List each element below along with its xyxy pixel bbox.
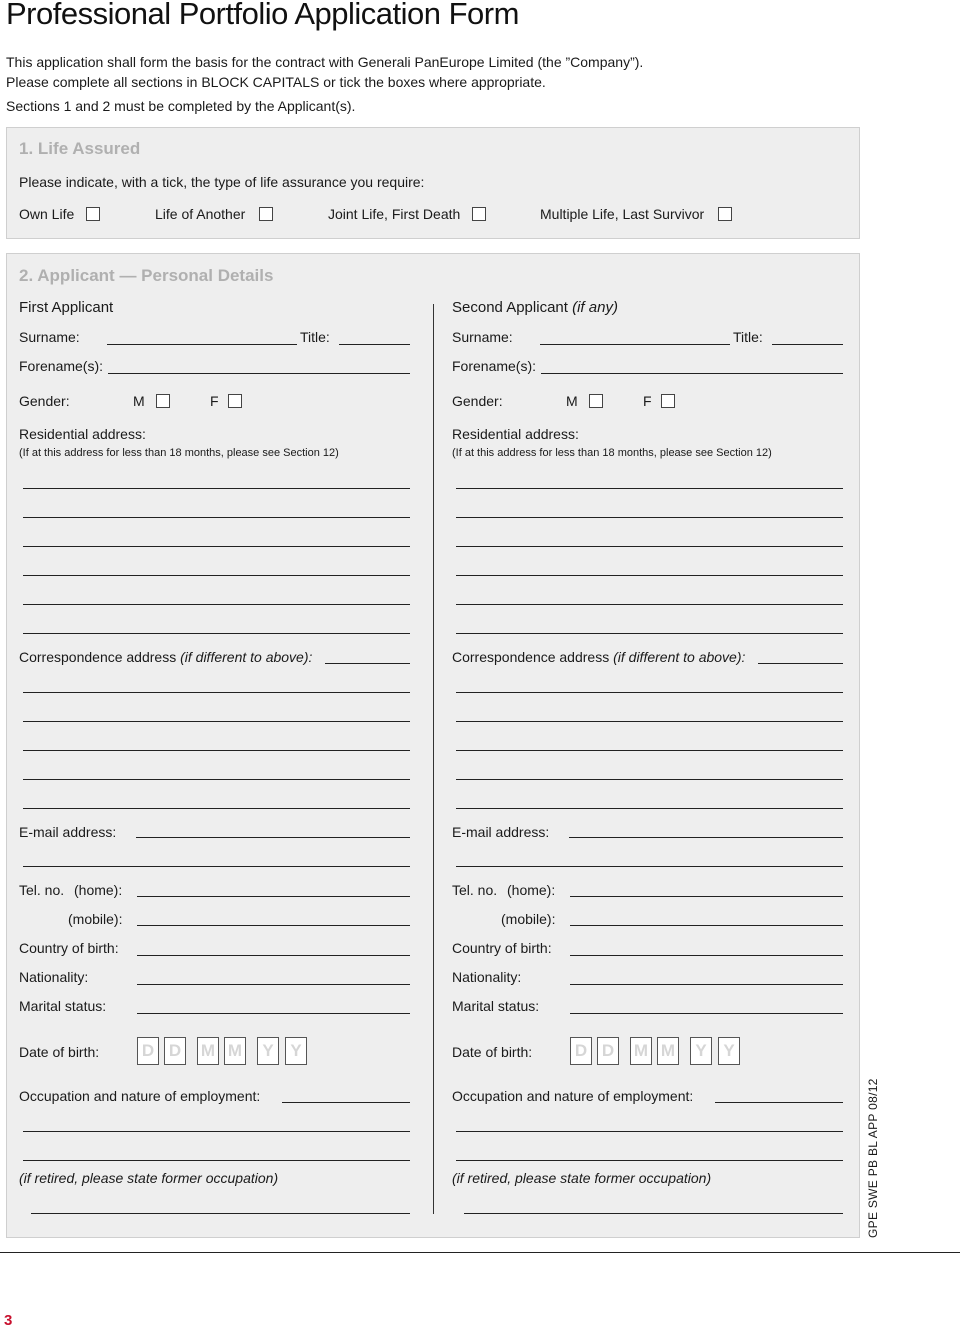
section-applicant-personal-details (6, 253, 860, 1238)
second-residential-note: (If at this address for less than 18 months, please see Section 12) (452, 447, 772, 459)
section-life-assured (6, 127, 860, 239)
own-life-label: Own Life (19, 206, 75, 222)
first-occupation-line-3[interactable] (23, 1160, 410, 1161)
second-marital-status-field[interactable] (570, 1013, 843, 1014)
intro-line-1: This application shall form the basis for the contract with Generali PanEurope Limited (the ”Company”). (6, 54, 644, 70)
second-dob-label: Date of birth: (452, 1044, 533, 1060)
first-dob-day-2[interactable]: D (164, 1037, 186, 1065)
page-number: 3 (4, 1312, 13, 1329)
second-tel-home-field[interactable] (570, 896, 843, 897)
first-residential-line-2[interactable] (23, 517, 410, 518)
first-tel-label: Tel. no. (19, 882, 65, 898)
second-email-line-2[interactable] (456, 866, 843, 867)
second-residential-line-6[interactable] (456, 633, 843, 634)
second-title-field[interactable] (772, 344, 843, 345)
second-tel-mobile-field[interactable] (570, 925, 843, 926)
footer-rule (0, 1252, 960, 1253)
first-tel-mobile-label: (mobile): (68, 911, 123, 927)
second-occupation-line-2[interactable] (456, 1131, 843, 1132)
first-dob-year-1[interactable]: Y (257, 1037, 279, 1065)
second-dob-year-1[interactable]: Y (690, 1037, 712, 1065)
joint-life-first-death-label: Joint Life, First Death (328, 206, 461, 222)
second-retired-note (452, 1170, 711, 1186)
second-tel-mobile-label: (mobile): (501, 911, 556, 927)
second-correspondence-text: Correspondence address (452, 649, 610, 665)
first-dob-label: Date of birth: (19, 1044, 100, 1060)
first-marital-status-label: Marital status: (19, 998, 107, 1014)
second-gender-female-checkbox[interactable] (661, 394, 675, 408)
first-former-occupation-field[interactable] (31, 1213, 410, 1214)
second-residential-label: Residential address: (452, 426, 579, 442)
first-correspondence-line-2[interactable] (23, 721, 410, 722)
first-gender-female-checkbox[interactable] (228, 394, 242, 408)
second-residential-line-3[interactable] (456, 546, 843, 547)
first-retired-note-text: (if retired, please state former occupation) (19, 1170, 279, 1186)
second-marital-status-label: Marital status: (452, 998, 540, 1014)
second-gender-label: Gender: (452, 393, 503, 409)
first-correspondence-field[interactable] (325, 663, 410, 664)
second-applicant-note: (if any) (572, 299, 618, 316)
second-dob-day-1[interactable]: D (570, 1037, 592, 1065)
second-tel-label: Tel. no. (452, 882, 498, 898)
first-email-label: E-mail address: (19, 824, 117, 840)
first-surname-field[interactable] (107, 344, 297, 345)
first-residential-line-5[interactable] (23, 604, 410, 605)
first-gender-label: Gender: (19, 393, 70, 409)
first-residential-line-4[interactable] (23, 575, 410, 576)
first-dob-month-1[interactable]: M (197, 1037, 219, 1065)
second-surname-field[interactable] (540, 344, 730, 345)
first-forenames-field[interactable] (108, 373, 410, 374)
second-correspondence-note: (if different to above): (613, 649, 746, 665)
joint-life-first-death-checkbox[interactable] (472, 207, 486, 221)
first-retired-note (19, 1170, 278, 1186)
intro-line-2: Please complete all sections in BLOCK CAPITALS or tick the boxes where appropriate. (6, 74, 546, 90)
first-occupation-label: Occupation and nature of employment: (19, 1088, 261, 1104)
second-country-of-birth-field[interactable] (570, 955, 843, 956)
second-country-of-birth-label: Country of birth: (452, 940, 552, 956)
first-country-of-birth-label: Country of birth: (19, 940, 119, 956)
first-forenames-label: Forename(s): (19, 358, 104, 374)
section-2-heading: 2. Applicant — Personal Details (19, 266, 274, 285)
first-occupation-line-2[interactable] (23, 1131, 410, 1132)
second-residential-line-5[interactable] (456, 604, 843, 605)
second-gender-male-label: M (566, 393, 578, 409)
multiple-life-last-survivor-checkbox[interactable] (718, 207, 732, 221)
section-1-number: 1. (19, 139, 34, 158)
second-correspondence-label (452, 649, 745, 665)
second-forenames-label: Forename(s): (452, 358, 537, 374)
second-correspondence-line-4[interactable] (456, 779, 843, 780)
second-correspondence-field[interactable] (758, 663, 843, 664)
second-correspondence-line-3[interactable] (456, 750, 843, 751)
first-gender-male-label: M (133, 393, 145, 409)
second-email-label: E-mail address: (452, 824, 550, 840)
second-title-label: Title: (733, 329, 763, 345)
first-surname-label: Surname: (19, 329, 80, 345)
second-retired-note-text: (if retired, please state former occupation) (452, 1170, 712, 1186)
first-title-label: Title: (300, 329, 330, 345)
life-of-another-label: Life of Another (155, 206, 246, 222)
first-correspondence-line-1[interactable] (23, 692, 410, 693)
first-correspondence-line-3[interactable] (23, 750, 410, 751)
first-tel-mobile-field[interactable] (137, 925, 410, 926)
second-correspondence-line-2[interactable] (456, 721, 843, 722)
intro-line-3: Sections 1 and 2 must be completed by the Applicant(s). (6, 98, 356, 114)
second-applicant-heading (452, 299, 618, 316)
multiple-life-last-survivor-label: Multiple Life, Last Survivor (540, 206, 705, 222)
first-tel-home-field[interactable] (137, 896, 410, 897)
column-divider (433, 304, 434, 1214)
section-1-title: Life Assured (37, 139, 141, 158)
second-tel-home-label: (home): (507, 882, 556, 898)
first-dob-year-2[interactable]: Y (285, 1037, 307, 1065)
second-applicant-title: Second Applicant (452, 299, 568, 316)
second-forenames-field[interactable] (541, 373, 843, 374)
first-residential-label: Residential address: (19, 426, 146, 442)
page-title: Professional Portfolio Application Form (6, 0, 519, 31)
second-gender-male-checkbox[interactable] (589, 394, 603, 408)
second-dob-year-2[interactable]: Y (718, 1037, 740, 1065)
first-correspondence-note: (if different to above): (180, 649, 313, 665)
first-gender-male-checkbox[interactable] (156, 394, 170, 408)
first-residential-line-1[interactable] (23, 488, 410, 489)
second-surname-label: Surname: (452, 329, 513, 345)
own-life-checkbox[interactable] (86, 207, 100, 221)
form-code: GPE SWE PB BL APP 08/12 (866, 1078, 880, 1238)
second-occupation-line-3[interactable] (456, 1160, 843, 1161)
life-of-another-checkbox[interactable] (259, 207, 273, 221)
second-nationality-field[interactable] (570, 984, 843, 985)
life-assurance-instruction: Please indicate, with a tick, the type of life assurance you require: (19, 174, 425, 190)
first-nationality-label: Nationality: (19, 969, 89, 985)
second-correspondence-line-1[interactable] (456, 692, 843, 693)
first-email-field[interactable] (136, 837, 410, 838)
first-dob-month-2[interactable]: M (224, 1037, 246, 1065)
first-residential-note: (If at this address for less than 18 months, please see Section 12) (19, 447, 339, 459)
first-email-line-2[interactable] (23, 866, 410, 867)
second-residential-line-1[interactable] (456, 488, 843, 489)
first-residential-line-6[interactable] (23, 633, 410, 634)
second-email-field[interactable] (569, 837, 843, 838)
first-title-field[interactable] (339, 344, 410, 345)
first-correspondence-label (19, 649, 312, 665)
second-gender-female-label: F (643, 393, 652, 409)
second-residential-line-4[interactable] (456, 575, 843, 576)
first-country-of-birth-field[interactable] (137, 955, 410, 956)
first-correspondence-line-5[interactable] (23, 808, 410, 809)
first-occupation-field[interactable] (282, 1102, 410, 1103)
first-correspondence-line-4[interactable] (23, 779, 410, 780)
first-nationality-field[interactable] (137, 984, 410, 985)
second-dob-day-2[interactable]: D (597, 1037, 619, 1065)
first-gender-female-label: F (210, 393, 219, 409)
second-correspondence-line-5[interactable] (456, 808, 843, 809)
first-applicant-heading: First Applicant (19, 299, 114, 316)
second-dob-month-2[interactable]: M (657, 1037, 679, 1065)
second-occupation-label: Occupation and nature of employment: (452, 1088, 694, 1104)
section-1-heading (19, 139, 140, 159)
first-marital-status-field[interactable] (137, 1013, 410, 1014)
second-former-occupation-field[interactable] (464, 1213, 843, 1214)
first-residential-line-3[interactable] (23, 546, 410, 547)
first-tel-home-label: (home): (74, 882, 123, 898)
second-dob-month-1[interactable]: M (630, 1037, 652, 1065)
second-residential-line-2[interactable] (456, 517, 843, 518)
second-occupation-field[interactable] (715, 1102, 843, 1103)
second-nationality-label: Nationality: (452, 969, 522, 985)
first-correspondence-text: Correspondence address (19, 649, 177, 665)
first-dob-day-1[interactable]: D (137, 1037, 159, 1065)
